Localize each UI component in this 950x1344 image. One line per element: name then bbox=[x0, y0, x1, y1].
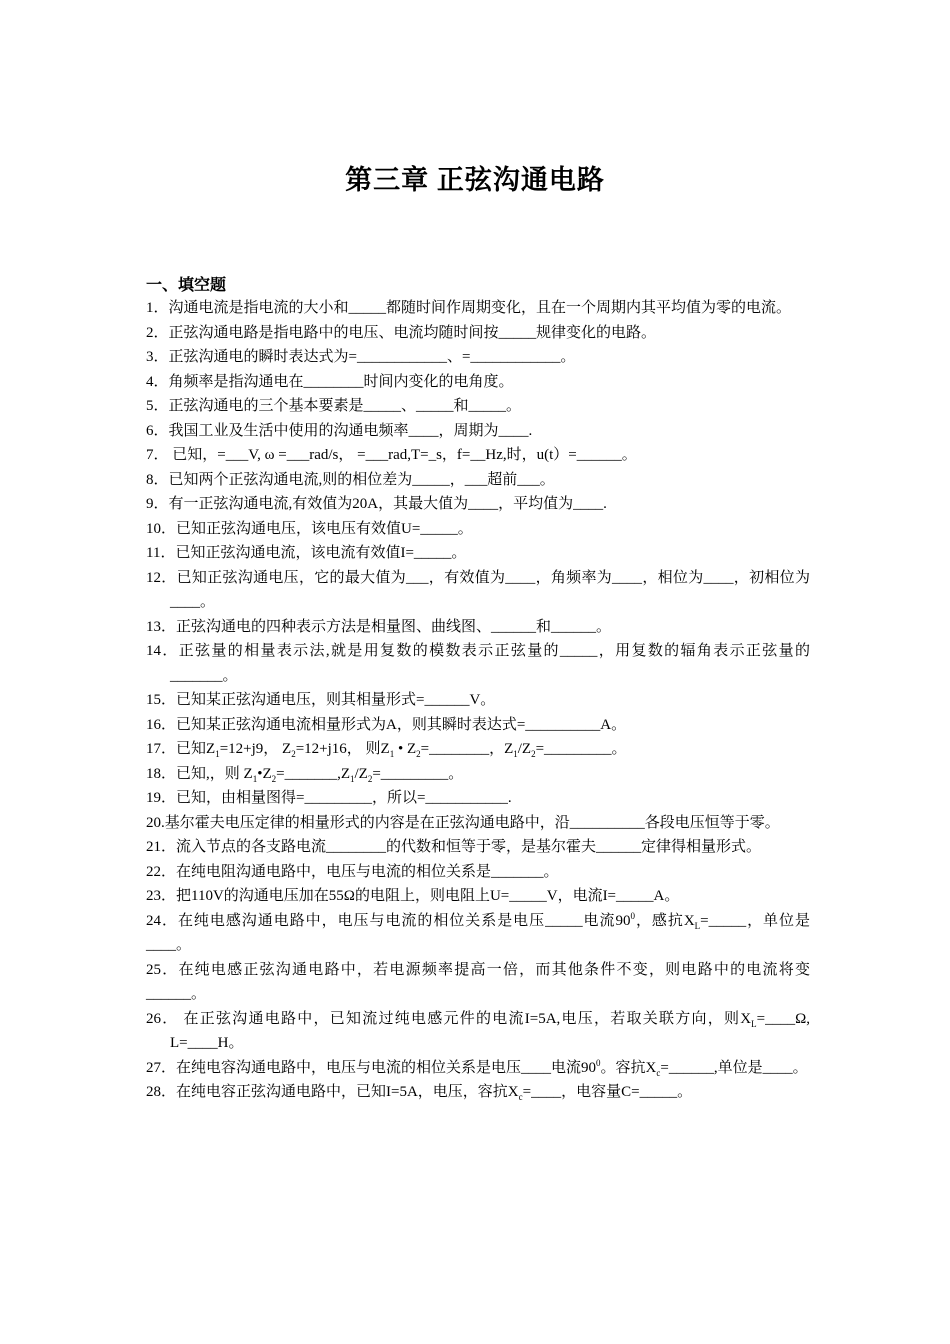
question-number: 18． bbox=[146, 765, 177, 782]
question-text: =_________。 bbox=[535, 741, 627, 757]
question-text: 流入节点的各支路电流________的代数和恒等于零，是基尔霍夫______定律得相量形式。 bbox=[176, 839, 762, 855]
subscript: 1 bbox=[389, 749, 395, 759]
question-number: 6． bbox=[146, 422, 169, 439]
question-text: 已知，由相量图得=_________，所以=___________. bbox=[176, 790, 512, 806]
question-number: 16． bbox=[146, 716, 177, 733]
question-text: 已知某正弦沟通电压，则其相量形式=______V。 bbox=[176, 692, 496, 708]
question-number: 20. bbox=[146, 814, 165, 831]
question-number: 15． bbox=[146, 692, 177, 708]
question-text: /Z bbox=[517, 741, 532, 757]
question-text: 正弦沟通电的四种表示方法是相量图、曲线图、______和______。 bbox=[176, 618, 612, 635]
question-number: 11． bbox=[146, 545, 176, 561]
question-item bbox=[146, 419, 810, 444]
question-text: •Z bbox=[257, 765, 272, 782]
question-number: 26． bbox=[146, 1010, 179, 1027]
question-text: =12+j9， Z bbox=[219, 741, 292, 757]
question-number: 22． bbox=[146, 863, 177, 880]
question-text: =_______,Z bbox=[276, 765, 350, 782]
question-item bbox=[146, 639, 810, 688]
question-item bbox=[146, 1056, 810, 1081]
question-item bbox=[146, 909, 810, 958]
question-text: 正弦沟通电的瞬时表达式为=____________、=____________。 bbox=[168, 349, 576, 365]
question-text: 角频率是指沟通电在________时间内变化的电角度。 bbox=[168, 373, 514, 390]
question-text: 沟通电流是指电流的大小和_____都随时间作周期变化，且在一个周期内其平均值为零的电流。 bbox=[168, 300, 792, 316]
question-number: 1． bbox=[146, 300, 169, 316]
question-number: 13． bbox=[146, 618, 177, 635]
question-item bbox=[146, 688, 810, 713]
question-text: =_________。 bbox=[372, 765, 464, 782]
question-item bbox=[146, 321, 810, 346]
question-number: 14． bbox=[146, 643, 179, 659]
question-number: 3． bbox=[146, 349, 169, 365]
question-text: =____，电容量C=_____。 bbox=[522, 1084, 693, 1100]
subscript: c bbox=[518, 1092, 523, 1102]
question-number: 28． bbox=[146, 1084, 177, 1100]
question-text: 已知某正弦沟通电流相量形式为A，则其瞬时表达式=__________A。 bbox=[176, 716, 627, 733]
question-item bbox=[146, 443, 810, 468]
subscript: 1 bbox=[215, 749, 220, 759]
question-text: 基尔霍夫电压定律的相量形式的内容是在正弦沟通电路中，沿__________各段电压恒等于零。 bbox=[164, 814, 780, 831]
subscript: 2 bbox=[367, 773, 373, 784]
question-number: 24． bbox=[146, 912, 178, 929]
question-text: 已知,，则 Z bbox=[176, 765, 253, 782]
subscript: 2 bbox=[291, 749, 296, 759]
question-item bbox=[146, 615, 810, 640]
chapter-title: 第三章 正弦沟通电路 bbox=[345, 165, 605, 195]
question-text: 在纯电阻沟通电路中，电压与电流的相位关系是_______。 bbox=[176, 863, 559, 880]
question-text: 有一正弦沟通电流,有效值为20A，其最大值为____，平均值为____. bbox=[168, 496, 607, 512]
subscript: 1 bbox=[513, 749, 518, 759]
subscript: L bbox=[694, 920, 701, 931]
question-text: ，感抗X bbox=[634, 912, 695, 929]
question-number: 17． bbox=[146, 741, 177, 757]
question-number: 8． bbox=[146, 471, 169, 488]
question-text: 在纯电容正弦沟通电路中，已知I=5A，电压，容抗X bbox=[176, 1084, 519, 1100]
question-item bbox=[146, 958, 810, 1007]
question-text: 把110V的沟通电压加在55Ω的电阻上，则电阻上U=_____V，电流I=_____A。 bbox=[176, 888, 680, 904]
question-number: 12． bbox=[146, 569, 177, 586]
question-item bbox=[146, 737, 810, 762]
question-item bbox=[146, 713, 810, 738]
question-text: =____Ω, L=____H。 bbox=[170, 1010, 810, 1051]
subscript: c bbox=[656, 1067, 661, 1078]
question-item bbox=[146, 786, 810, 811]
subscript: L bbox=[751, 1018, 757, 1029]
question-text: 已知两个正弦沟通电流,则的相位差为_____，___超前___。 bbox=[168, 471, 555, 488]
subscript: 1 bbox=[252, 773, 258, 784]
question-item bbox=[146, 762, 810, 787]
question-number: 4． bbox=[146, 373, 169, 390]
subscript: 2 bbox=[271, 773, 277, 784]
question-number: 25． bbox=[146, 961, 179, 978]
question-item bbox=[146, 345, 810, 370]
question-text: 正弦沟通电的三个基本要素是_____、_____和_____。 bbox=[168, 398, 522, 414]
question-text: 已知Z bbox=[176, 741, 216, 757]
question-text: 正弦沟通电路是指电路中的电压、电流均随时间按_____规律变化的电路。 bbox=[168, 324, 657, 341]
question-item bbox=[146, 566, 810, 615]
superscript: 0 bbox=[630, 910, 635, 921]
question-text: 在纯电感沟通电路中，电压与电流的相位关系是电压_____电流90 bbox=[177, 912, 631, 929]
question-list bbox=[146, 296, 810, 1105]
question-text: 已知正弦沟通电压，它的最大值为___，有效值为____，角频率为____，相位为____，初相位为____。 bbox=[170, 569, 810, 610]
question-item bbox=[146, 835, 810, 860]
question-item bbox=[146, 468, 810, 493]
question-item bbox=[146, 296, 810, 321]
question-text: =_____，单位是____。 bbox=[146, 912, 810, 953]
question-number: 5． bbox=[146, 398, 169, 414]
question-item bbox=[146, 541, 810, 566]
question-number: 7． bbox=[146, 447, 169, 463]
question-number: 2． bbox=[146, 324, 169, 341]
question-number: 23． bbox=[146, 888, 177, 904]
question-text: 在正弦沟通电路中，已知流过纯电感元件的电流I=5A,电压，若取关联方向，则X bbox=[178, 1010, 752, 1027]
question-item bbox=[146, 1007, 810, 1056]
question-item bbox=[146, 517, 810, 542]
question-text: 已知正弦沟通电流，该电流有效值I=_____。 bbox=[175, 545, 467, 561]
question-item bbox=[146, 370, 810, 395]
question-text: 已知正弦沟通电压，该电压有效值U=_____。 bbox=[176, 520, 473, 537]
question-item bbox=[146, 1080, 810, 1105]
question-number: 21． bbox=[146, 839, 177, 855]
question-text: 在纯电容沟通电路中，电压与电流的相位关系是电压____电流90 bbox=[176, 1059, 597, 1076]
question-text: 我国工业及生活中使用的沟通电频率____，周期为____. bbox=[168, 422, 533, 439]
question-item bbox=[146, 811, 810, 836]
subscript: 2 bbox=[531, 749, 536, 759]
question-number: 9． bbox=[146, 496, 169, 512]
question-text: 正弦量的相量表示法,就是用复数的模数表示正弦量的_____，用复数的辐角表示正弦量的_______。 bbox=[170, 643, 810, 684]
subscript: 1 bbox=[349, 773, 355, 784]
question-item bbox=[146, 492, 810, 517]
question-text: 。容抗X bbox=[600, 1059, 657, 1076]
question-text: 在纯电感正弦沟通电路中，若电源频率提高一倍，而其他条件不变，则电路中的电流将变______。 bbox=[146, 961, 810, 1002]
question-number: 27． bbox=[146, 1059, 177, 1076]
question-item bbox=[146, 884, 810, 909]
question-text: =______,单位是____。 bbox=[660, 1059, 808, 1076]
question-text: =________，Z bbox=[420, 741, 514, 757]
section-heading: 一、填空题 bbox=[146, 277, 227, 294]
question-item bbox=[146, 860, 810, 885]
question-number: 10． bbox=[146, 520, 177, 537]
question-text: =12+j16， 则Z bbox=[295, 741, 390, 757]
question-number: 19． bbox=[146, 790, 177, 806]
question-text: 已知，=___V, ω =___rad/s， =___rad,T=_s，f=__Hz,时，u(t）=______。 bbox=[168, 447, 637, 463]
question-item bbox=[146, 394, 810, 419]
superscript: 0 bbox=[596, 1057, 601, 1068]
question-text: /Z bbox=[354, 765, 368, 782]
subscript: 2 bbox=[416, 749, 421, 759]
question-text: • Z bbox=[394, 741, 417, 757]
